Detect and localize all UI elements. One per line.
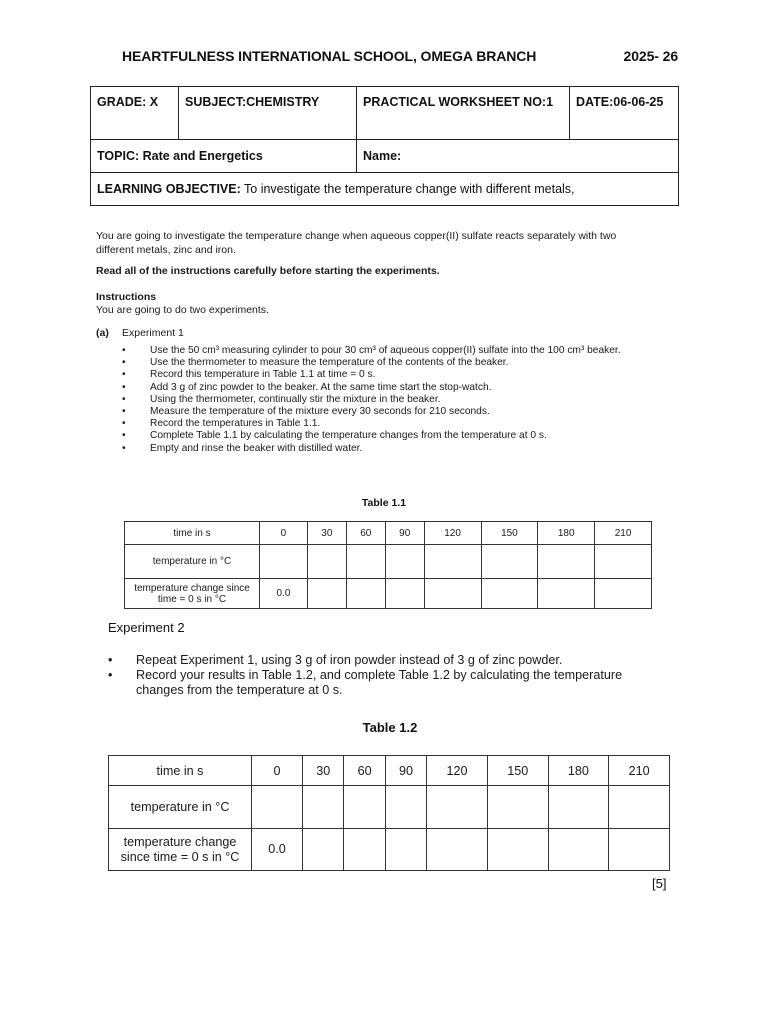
table-row <box>109 786 670 829</box>
temperature-input-cell[interactable] <box>487 786 548 829</box>
experiment2-steps <box>108 653 673 698</box>
change-input-cell[interactable] <box>609 829 670 871</box>
time-cell: 180 <box>538 522 595 545</box>
experiment2-title: Experiment 2 <box>108 620 185 635</box>
temperature-input-cell[interactable] <box>307 545 346 579</box>
step-item: • Use the thermometer to measure the temperature of the contents of the beaker. <box>122 357 652 369</box>
time-cell: 60 <box>344 756 385 786</box>
temperature-input-cell[interactable] <box>548 786 609 829</box>
step-item: • Record this temperature in Table 1.1 at time = 0 s. <box>122 369 652 381</box>
date-cell: DATE:06-06-25 <box>570 87 679 140</box>
change-input-cell[interactable] <box>548 829 609 871</box>
time-cell: 60 <box>346 522 385 545</box>
row-label-temperature: temperature in °C <box>109 786 252 829</box>
temperature-input-cell[interactable] <box>346 545 385 579</box>
experiment1-title: Experiment 1 <box>122 327 184 339</box>
time-cell: 0 <box>260 522 308 545</box>
time-cell: 90 <box>385 756 426 786</box>
step-item: • Record your results in Table 1.2, and complete Table 1.2 by calculating the temperature changes from the temperature at 0 s. <box>108 668 673 698</box>
intro-paragraph: You are going to investigate the temperature change when aqueous copper(II) sulfate reacts separately with two different metals, zinc and iron. <box>96 230 617 256</box>
objective-text: To investigate the temperature change with different metals, <box>240 182 575 196</box>
time-cell: 180 <box>548 756 609 786</box>
temperature-input-cell[interactable] <box>424 545 481 579</box>
school-name: HEARTFULNESS INTERNATIONAL SCHOOL, OMEGA BRANCH <box>122 48 537 64</box>
step-item: • Measure the temperature of the mixture every 30 seconds for 210 seconds. <box>122 406 652 418</box>
temperature-input-cell[interactable] <box>344 786 385 829</box>
row-label-time: time in s <box>125 522 260 545</box>
temperature-input-cell[interactable] <box>427 786 488 829</box>
topic-cell: TOPIC: Rate and Energetics <box>91 140 357 173</box>
part-label: (a) <box>96 327 109 339</box>
change-input-cell[interactable] <box>303 829 344 871</box>
results-table-2 <box>108 755 670 871</box>
row-label-change: temperature change since time = 0 s in °C <box>125 579 260 609</box>
change-input-cell[interactable] <box>385 579 424 609</box>
time-cell: 150 <box>481 522 538 545</box>
table1-caption: Table 1.1 <box>361 497 407 509</box>
time-cell: 210 <box>595 522 652 545</box>
change-input-cell[interactable] <box>346 579 385 609</box>
change-input-cell[interactable] <box>424 579 481 609</box>
objective-cell <box>91 173 679 206</box>
grade-cell: GRADE: X <box>91 87 179 140</box>
table-row <box>125 545 652 579</box>
change-input-cell[interactable] <box>595 579 652 609</box>
temperature-input-cell[interactable] <box>252 786 303 829</box>
step-item: • Repeat Experiment 1, using 3 g of iron powder instead of 3 g of zinc powder. <box>108 653 673 668</box>
name-field[interactable]: Name: <box>357 140 679 173</box>
table-row <box>109 756 670 786</box>
time-cell: 150 <box>487 756 548 786</box>
table-row <box>109 829 670 871</box>
read-all-instruction: Read all of the instructions carefully before starting the experiments. <box>96 265 440 277</box>
time-cell: 0 <box>252 756 303 786</box>
temperature-input-cell[interactable] <box>595 545 652 579</box>
temperature-input-cell[interactable] <box>481 545 538 579</box>
instructions-subtext: You are going to do two experiments. <box>96 304 269 316</box>
change-input-cell[interactable] <box>344 829 385 871</box>
row-label-change: temperature change since time = 0 s in °C <box>109 829 252 871</box>
temperature-input-cell[interactable] <box>538 545 595 579</box>
change-input-cell[interactable] <box>385 829 426 871</box>
change-input-cell[interactable] <box>487 829 548 871</box>
time-cell: 90 <box>385 522 424 545</box>
time-cell: 120 <box>424 522 481 545</box>
info-table <box>90 86 679 206</box>
change-initial-cell: 0.0 <box>260 579 308 609</box>
academic-year: 2025- 26 <box>623 48 678 64</box>
marks-label: [5] <box>652 876 667 891</box>
temperature-input-cell[interactable] <box>385 545 424 579</box>
row-label-temperature: temperature in °C <box>125 545 260 579</box>
experiment1-heading <box>96 327 184 339</box>
instructions-heading: Instructions <box>96 291 157 303</box>
step-item: • Add 3 g of zinc powder to the beaker. At the same time start the stop-watch. <box>122 382 652 394</box>
time-cell: 120 <box>427 756 488 786</box>
results-table-1 <box>124 521 652 609</box>
time-cell: 210 <box>609 756 670 786</box>
temperature-input-cell[interactable] <box>385 786 426 829</box>
step-item: • Complete Table 1.1 by calculating the temperature changes from the temperature at 0 s. <box>122 430 652 442</box>
time-cell: 30 <box>303 756 344 786</box>
experiment1-steps <box>122 345 652 455</box>
table2-caption: Table 1.2 <box>362 720 418 735</box>
school-header <box>122 48 678 64</box>
step-item: • Using the thermometer, continually stir the mixture in the beaker. <box>122 394 652 406</box>
table-row <box>125 579 652 609</box>
row-label-time: time in s <box>109 756 252 786</box>
step-item: • Empty and rinse the beaker with distilled water. <box>122 443 652 455</box>
change-input-cell[interactable] <box>538 579 595 609</box>
table-row <box>125 522 652 545</box>
time-cell: 30 <box>307 522 346 545</box>
change-initial-cell: 0.0 <box>252 829 303 871</box>
temperature-input-cell[interactable] <box>609 786 670 829</box>
worksheet-cell: PRACTICAL WORKSHEET NO:1 <box>357 87 570 140</box>
objective-label: LEARNING OBJECTIVE: <box>97 182 241 196</box>
change-input-cell[interactable] <box>307 579 346 609</box>
change-input-cell[interactable] <box>481 579 538 609</box>
temperature-input-cell[interactable] <box>260 545 308 579</box>
step-item: • Record the temperatures in Table 1.1. <box>122 418 652 430</box>
temperature-input-cell[interactable] <box>303 786 344 829</box>
subject-cell: SUBJECT:CHEMISTRY <box>179 87 357 140</box>
step-item: • Use the 50 cm³ measuring cylinder to pour 30 cm³ of aqueous copper(II) sulfate into the 100 cm³ beaker. <box>122 345 652 357</box>
change-input-cell[interactable] <box>427 829 488 871</box>
